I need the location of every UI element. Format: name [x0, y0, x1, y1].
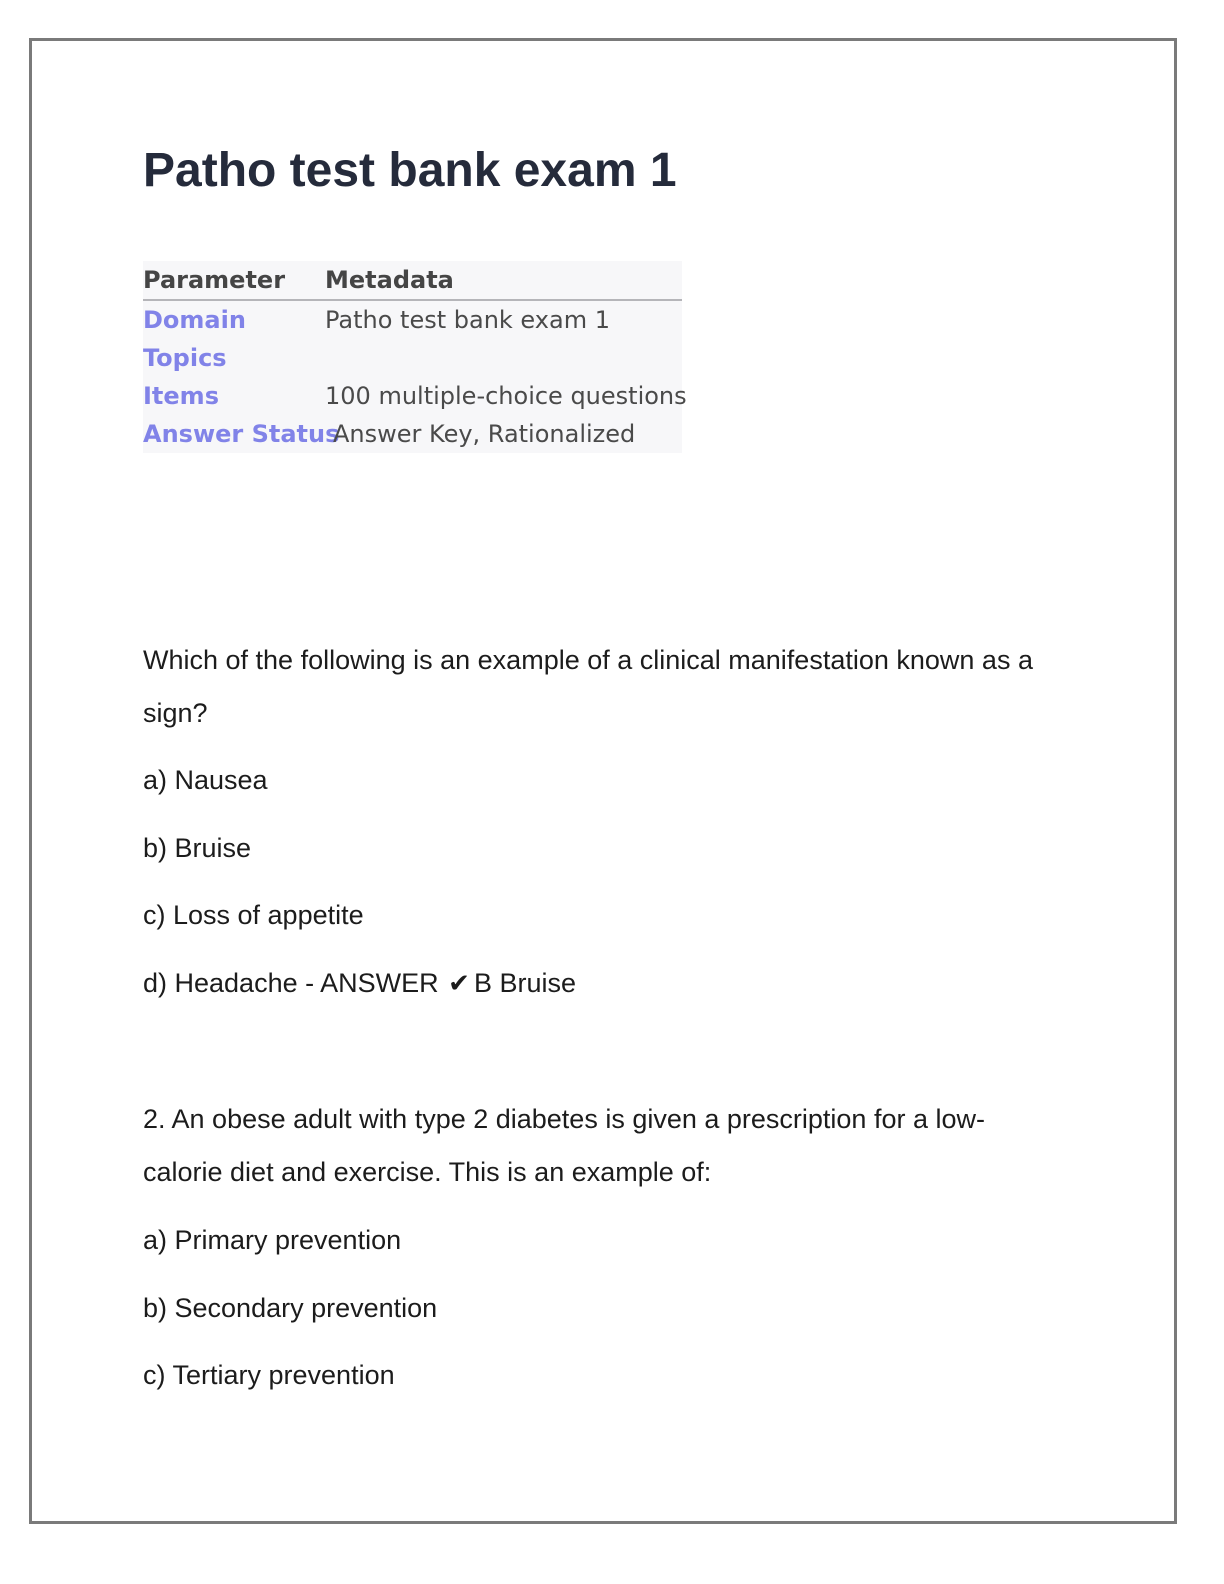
document-title: Patho test bank exam 1: [143, 144, 677, 197]
row-value: 100 multiple-choice questions: [325, 382, 687, 410]
metadata-table: [143, 261, 687, 453]
metadata-row-items: [143, 377, 687, 415]
row-value: Patho test bank exam 1: [325, 306, 610, 334]
question-1-answer: B Bruise: [473, 968, 576, 998]
question-1-option-d-answer: [143, 966, 576, 1001]
question-2-option-a: a) Primary prevention: [143, 1225, 402, 1255]
header-metadata: Metadata: [325, 266, 454, 294]
question-2-option-b: b) Secondary prevention: [143, 1293, 438, 1323]
metadata-table-header: [143, 261, 682, 301]
row-label: Answer Status: [143, 420, 340, 448]
metadata-row-answer-status: [143, 415, 682, 453]
row-label: Topics: [143, 344, 227, 372]
check-icon: ✔: [448, 969, 470, 999]
row-label: Items: [143, 382, 219, 410]
question-2-stem-line-1: 2. An obese adult with type 2 diabetes is given a prescription for a low-: [143, 1104, 985, 1134]
question-1-option-a: a) Nausea: [143, 765, 268, 795]
question-2-stem-line-2: calorie diet and exercise. This is an example of:: [143, 1157, 712, 1187]
question-1-stem-line-1: Which of the following is an example of a clinical manifestation known as a: [143, 645, 1033, 675]
question-1-option-b: b) Bruise: [143, 833, 252, 863]
question-1-option-d: d) Headache - ANSWER: [143, 968, 439, 998]
metadata-row-domain: [143, 301, 682, 339]
question-1-option-c: c) Loss of appetite: [143, 900, 364, 930]
header-parameter: Parameter: [143, 266, 286, 294]
row-label: Domain: [143, 306, 246, 334]
question-1-stem-line-2: sign?: [143, 698, 208, 728]
row-value: Answer Key, Rationalized: [333, 420, 636, 448]
question-2-option-c: c) Tertiary prevention: [143, 1360, 395, 1390]
metadata-row-topics: [143, 339, 682, 377]
